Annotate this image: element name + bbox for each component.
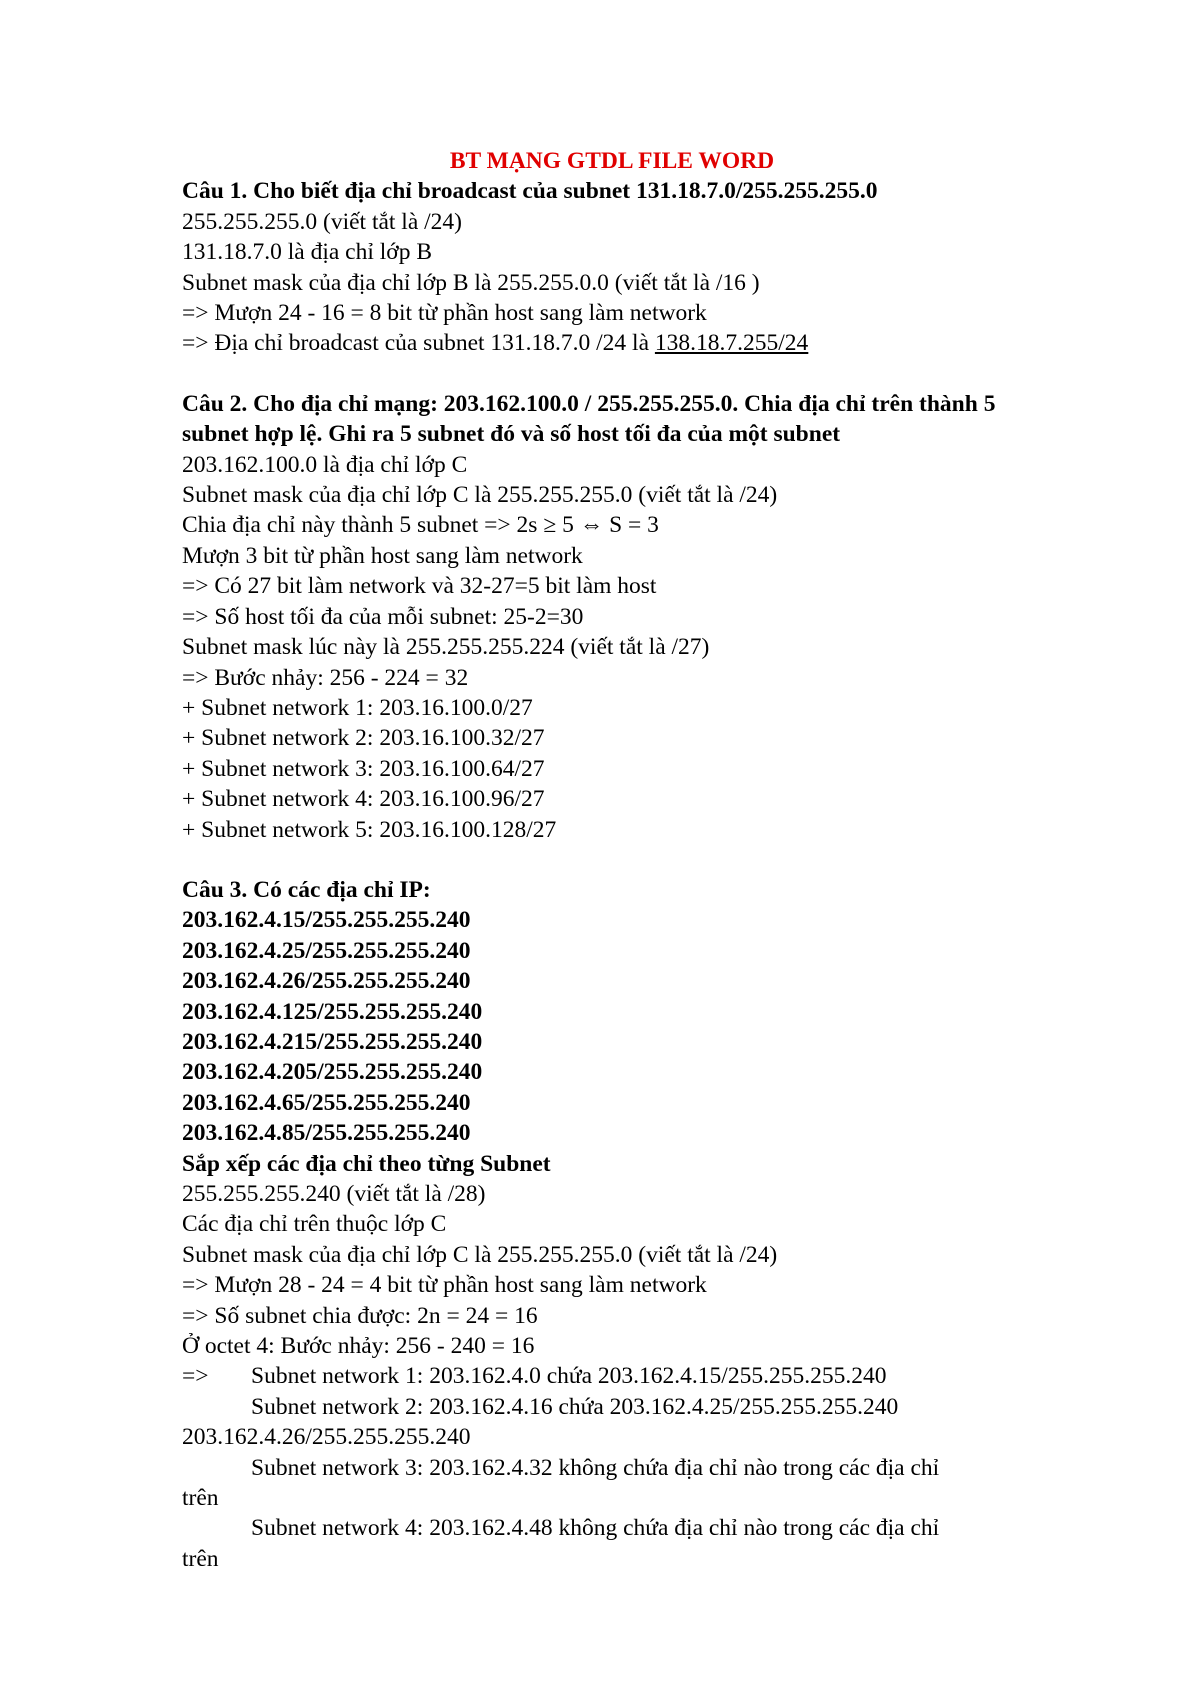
q3-ip-item: 203.162.4.125/255.255.255.240: [182, 998, 483, 1025]
q3-subnet3: Subnet network 3: 203.162.4.32 không chứa địa chỉ nào trong các địa chỉ: [251, 1454, 940, 1481]
q3-heading: Câu 3. Có các địa chỉ IP:: [182, 876, 431, 903]
q3-line: Ở octet 4: Bước nhảy: 256 - 240 = 16: [182, 1333, 535, 1360]
q3-subnet3-cont: trên: [182, 1485, 219, 1512]
q1-line: Subnet mask của địa chỉ lớp B là 255.255.0.0 (viết tắt là /16 ): [182, 269, 760, 296]
q2-line: Subnet mask lúc này là 255.255.255.224 (viết tắt là /27): [182, 634, 710, 661]
q3-subnet2-cont: 203.162.4.26/255.255.255.240: [182, 1424, 471, 1451]
q3-subnet2: Subnet network 2: 203.162.4.16 chứa 203.162.4.25/255.255.255.240: [251, 1393, 899, 1420]
q3-ip-item: 203.162.4.65/255.255.255.240: [182, 1089, 471, 1116]
q3-line: Subnet mask của địa chỉ lớp C là 255.255.255.0 (viết tắt là /24): [182, 1241, 778, 1268]
spacer: [182, 359, 1042, 389]
document-body: [182, 146, 1042, 1574]
q2-line: Chia địa chỉ này thành 5 subnet => 2s ≥ 5 ⇔ S = 3: [182, 512, 659, 539]
q3-ip-item: 203.162.4.15/255.255.255.240: [182, 907, 471, 934]
q3-subnet4-cont: trên: [182, 1545, 219, 1572]
q3-ip-item: 203.162.4.25/255.255.255.240: [182, 937, 471, 964]
q3-subnet1-row: [182, 1361, 1042, 1391]
q3-ip-item: 203.162.4.215/255.255.255.240: [182, 1028, 483, 1055]
q3-subnet4: Subnet network 4: 203.162.4.48 không chứa địa chỉ nào trong các địa chỉ: [251, 1515, 940, 1542]
q2-subnet-item: + Subnet network 2: 203.16.100.32/27: [182, 725, 545, 752]
q2-line: => Bước nhảy: 256 - 224 = 32: [182, 664, 469, 691]
q3-ip-item: 203.162.4.85/255.255.255.240: [182, 1120, 471, 1147]
q1-answer-prefix: => Địa chỉ broadcast của subnet 131.18.7.0 /24 là: [182, 330, 655, 357]
q3-ip-item: 203.162.4.26/255.255.255.240: [182, 968, 471, 995]
q3-ip-item: 203.162.4.205/255.255.255.240: [182, 1059, 483, 1086]
q2-heading: Câu 2. Cho địa chỉ mạng: 203.162.100.0 / 255.255.255.0. Chia địa chỉ trên thành 5 subnet hợp lệ. Ghi ra 5 subnet đó và số host tối đa của một subnet: [182, 390, 996, 448]
spacer: [182, 845, 1042, 875]
q3-line: => Mượn 28 - 24 = 4 bit từ phần host sang làm network: [182, 1272, 707, 1299]
q3-subnet1: Subnet network 1: 203.162.4.0 chứa 203.162.4.15/255.255.255.240: [251, 1363, 887, 1390]
q3-line: => Số subnet chia được: 2n = 24 = 16: [182, 1302, 538, 1329]
q1-answer-line: [182, 328, 1042, 358]
q3-arrow: =>: [182, 1363, 209, 1390]
q2-subnet-item: + Subnet network 3: 203.16.100.64/27: [182, 755, 545, 782]
q2-subnet-item: + Subnet network 1: 203.16.100.0/27: [182, 694, 533, 721]
q1-line: => Mượn 24 - 16 = 8 bit từ phần host sang làm network: [182, 300, 707, 327]
q1-answer-value: 138.18.7.255/24: [654, 330, 809, 357]
q3-task: Sắp xếp các địa chỉ theo từng Subnet: [182, 1150, 551, 1177]
q2-line: 203.162.100.0 là địa chỉ lớp C: [182, 451, 468, 478]
q2-line: Mượn 3 bit từ phần host sang làm network: [182, 542, 583, 569]
q3-line: Các địa chỉ trên thuộc lớp C: [182, 1211, 447, 1238]
q2-line: Subnet mask của địa chỉ lớp C là 255.255.255.0 (viết tắt là /24): [182, 482, 778, 509]
q2-subnet-item: + Subnet network 4: 203.16.100.96/27: [182, 786, 545, 813]
q3-line: 255.255.255.240 (viết tắt là /28): [182, 1181, 486, 1207]
document-title: BT MẠNG GTDL FILE WORD: [449, 148, 775, 174]
q2-line: => Có 27 bit làm network và 32-27=5 bit làm host: [182, 573, 657, 600]
q1-heading: Câu 1. Cho biết địa chỉ broadcast của subnet 131.18.7.0/255.255.255.0: [182, 178, 878, 205]
q2-subnet-item: + Subnet network 5: 203.16.100.128/27: [182, 816, 557, 843]
q1-line: 131.18.7.0 là địa chỉ lớp B: [182, 239, 433, 266]
q2-line: => Số host tối đa của mỗi subnet: 25-2=30: [182, 603, 584, 630]
q1-line: 255.255.255.0 (viết tắt là /24): [182, 208, 462, 235]
